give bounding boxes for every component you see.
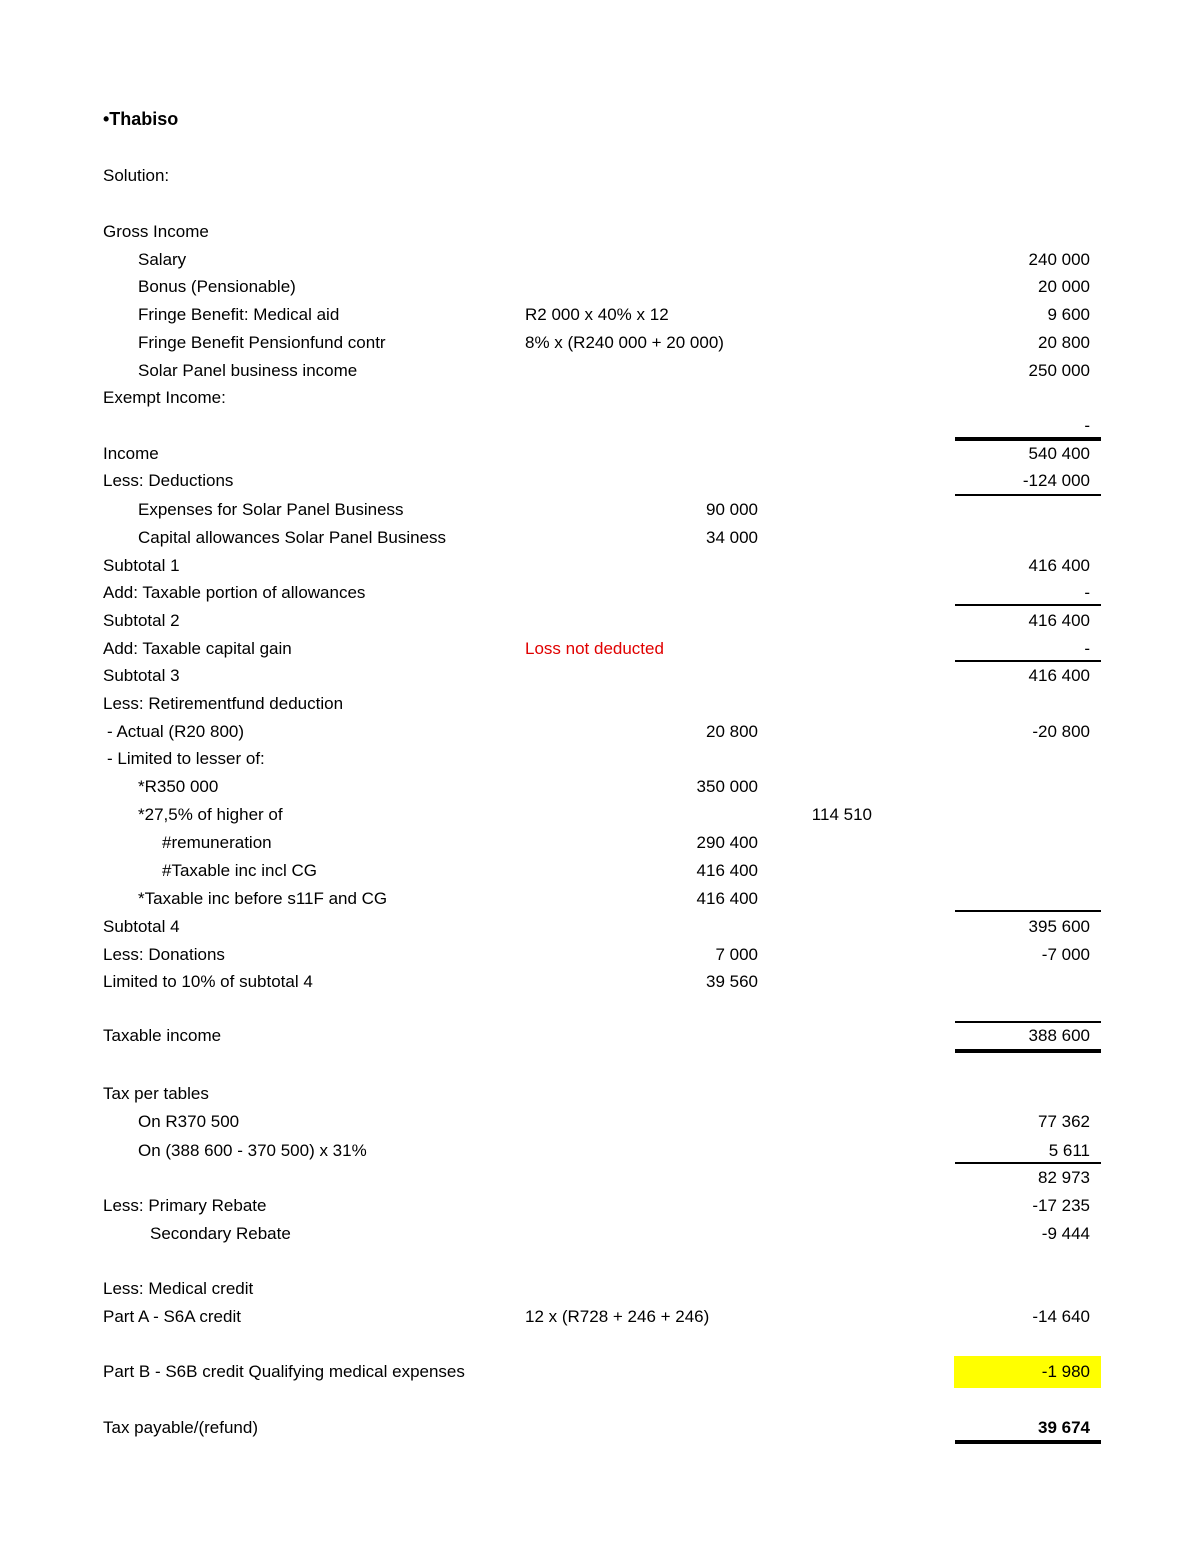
row-amount: 5 611 [1048,1141,1090,1160]
row-amount: -9 444 [1041,1224,1090,1243]
row-amount: -20 800 [1032,722,1090,741]
row-note: R2 000 x 40% x 12 [525,305,669,324]
rule-tax-payable-bottom [955,1440,1101,1444]
row-amount: 20 800 [1038,333,1090,352]
row-label: #Taxable inc incl CG [162,861,317,880]
row-label: Limited to 10% of subtotal 4 [103,972,313,991]
row-label: Less: Donations [103,945,225,964]
row-label: Tax payable/(refund) [103,1418,258,1437]
row-working-value: 7 000 [715,945,758,964]
table-row [0,218,1200,245]
row-amount: -14 640 [1032,1307,1090,1326]
row-label: On (388 600 - 370 500) x 31% [138,1141,367,1160]
table-row [0,301,1200,328]
row-amount: 540 400 [1028,444,1090,463]
row-working-value: 416 400 [696,889,758,908]
row-label: Income [103,444,159,463]
table-row [0,1164,1200,1191]
row-amount: 77 362 [1038,1112,1090,1131]
row-amount: 39 674 [1038,1418,1090,1437]
row-working-value: 290 400 [696,833,758,852]
table-row [0,1192,1200,1219]
rule-taxable-top [955,1021,1101,1023]
table-row [0,357,1200,384]
table-row [0,1108,1200,1135]
row-amount: 395 600 [1028,917,1090,936]
row-label: Salary [138,250,187,269]
table-row [0,579,1200,606]
row-label: On R370 500 [138,1112,240,1131]
table-row [0,412,1200,439]
table-row [0,690,1200,717]
row-label: Tax per tables [103,1084,209,1103]
row-label: Less: Primary Rebate [103,1196,267,1215]
row-label: Solar Panel business income [138,361,358,380]
row-working-value: 39 560 [706,972,758,991]
table-row [0,773,1200,800]
row-label: *Taxable inc before s11F and CG [138,889,388,908]
row-amount: 20 000 [1038,277,1090,296]
row-label: Expenses for Solar Panel Business [138,500,404,519]
table-row [0,829,1200,856]
row-label: Subtotal 4 [103,917,180,936]
row-working-value: 350 000 [696,777,758,796]
row-amount: - [1084,416,1090,435]
row-amount: -1 980 [1041,1362,1090,1381]
row-amount: 416 400 [1028,666,1090,685]
rule-taxable-bottom [955,1049,1101,1053]
row-label: *R350 000 [138,777,219,796]
row-label: Add: Taxable portion of allowances [103,583,366,602]
table-row [0,941,1200,968]
rule-tax-subtotal [955,1162,1101,1164]
table-row [0,968,1200,995]
table-row [0,1275,1200,1302]
table-row [0,1080,1200,1107]
row-amount: 416 400 [1028,556,1090,575]
table-row [0,1137,1200,1164]
row-note: 8% x (R240 000 + 20 000) [525,333,724,352]
row-working-value: 90 000 [706,500,758,519]
row-label: Subtotal 2 [103,611,180,630]
row-label: *27,5% of higher of [138,805,283,824]
row-amount: -17 235 [1032,1196,1090,1215]
rule-subtotal-2 [955,604,1101,606]
row-label: Less: Medical credit [103,1279,254,1298]
table-row [0,467,1200,494]
table-row [0,801,1200,828]
table-row [0,1220,1200,1247]
rule-subtotal-3 [955,660,1101,662]
row-label: Fringe Benefit: Medical aid [138,305,340,324]
row-label: Subtotal 1 [103,556,180,575]
row-label: Less: Retirementfund deduction [103,694,344,713]
row-note: 12 x (R728 + 246 + 246) [525,1307,710,1326]
solution-heading-row [0,162,1200,189]
rule-subtotal-4 [955,910,1101,912]
row-working-value: 34 000 [706,528,758,547]
row-label: Less: Deductions [103,471,234,490]
row-label: Bonus (Pensionable) [138,277,296,296]
table-row [0,885,1200,912]
row-label: Subtotal 3 [103,666,180,685]
row-amount: 82 973 [1038,1168,1090,1187]
table-row [0,745,1200,772]
table-row [0,913,1200,940]
row-label: Exempt Income: [103,388,226,407]
table-row [0,718,1200,745]
row-label: Part A - S6A credit [103,1307,241,1326]
row-label: - Actual (R20 800) [107,722,245,741]
row-amount: -124 000 [1022,471,1090,490]
row-note: Loss not deducted [525,639,664,658]
table-row [0,1414,1200,1441]
row-label: Fringe Benefit Pensionfund contr [138,333,386,352]
row-label: Secondary Rebate [150,1224,291,1243]
table-row [0,635,1200,662]
row-label: Add: Taxable capital gain [103,639,292,658]
row-label: #remuneration [162,833,272,852]
rule-deductions [955,494,1101,496]
row-amount: 9 600 [1047,305,1090,324]
row-amount: - [1084,639,1090,658]
document-title: •Thabiso [103,109,179,129]
table-row [0,552,1200,579]
solution-label: Solution: [103,166,170,185]
row-amount: -7 000 [1041,945,1090,964]
table-row [0,1022,1200,1049]
table-row [0,384,1200,411]
table-row [0,1358,1200,1385]
row-amount: 416 400 [1028,611,1090,630]
row-label: Capital allowances Solar Panel Business [138,528,447,547]
row-amount: 250 000 [1028,361,1090,380]
row-label: Part B - S6B credit Qualifying medical expenses [103,1362,465,1381]
table-row [0,1303,1200,1330]
row-label: Taxable income [103,1026,222,1045]
table-row [0,662,1200,689]
table-row [0,273,1200,300]
table-row [0,440,1200,467]
row-working-value: 416 400 [696,861,758,880]
table-row [0,607,1200,634]
rule-income-top [955,437,1101,441]
row-label: - Limited to lesser of: [107,749,265,768]
row-working-value: 20 800 [706,722,758,741]
table-row [0,524,1200,551]
row-limit-value: 114 510 [811,805,872,824]
table-row [0,496,1200,523]
table-row [0,246,1200,273]
row-label: Gross Income [103,222,209,241]
table-row [0,857,1200,884]
table-row [0,329,1200,356]
row-amount: 240 000 [1028,250,1090,269]
row-amount: - [1084,583,1090,602]
row-amount: 388 600 [1028,1026,1090,1045]
